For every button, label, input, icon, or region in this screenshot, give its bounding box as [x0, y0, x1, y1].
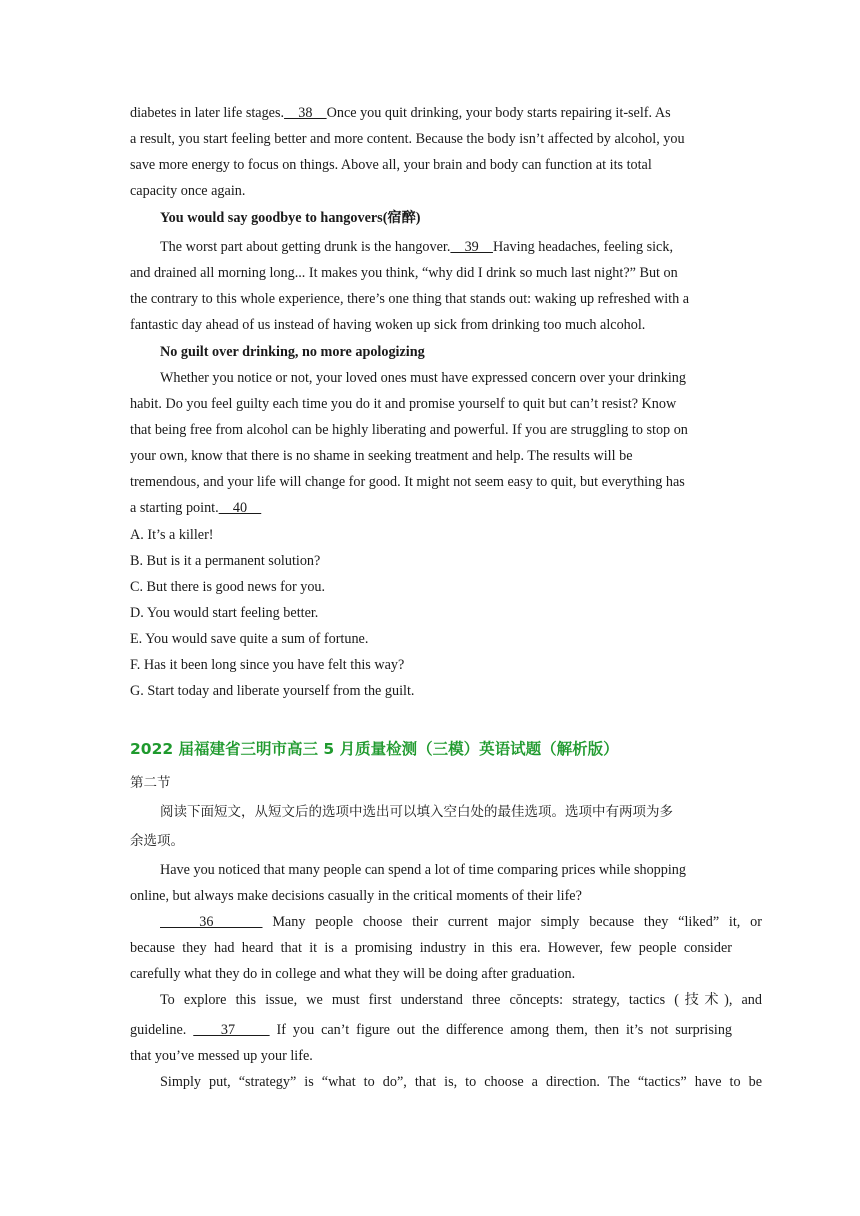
- instructions-line: 余选项。: [130, 833, 184, 849]
- paragraph-line: because they had heard that it is a promising industry in this era. However, few people consider: [130, 940, 732, 956]
- section-heading-hangovers: You would say goodbye to hangovers(宿醉): [160, 210, 421, 226]
- paragraph-line: and drained all morning long... It makes you think, “why did I drink so much last night?” But on: [130, 265, 678, 281]
- answer-blank-38[interactable]: 38: [284, 105, 327, 121]
- paragraph-line: guideline. 37 If you can’t figure out the difference among them, then it’s not surprising: [130, 1022, 733, 1038]
- option-d: D. You would start feeling better.: [130, 605, 319, 621]
- paragraph-line: online, but always make decisions casually in the critical moments of their life?: [130, 888, 582, 904]
- paragraph-line: diabetes in later life stages. 38 Once you quit drinking, your body starts repairing it-self. As: [130, 105, 671, 121]
- paragraph-line: carefully what they do in college and what they will be doing after graduation.: [130, 966, 576, 982]
- option-a: A. It’s a killer!: [130, 527, 214, 543]
- option-g: G. Start today and liberate yourself from the guilt.: [130, 683, 415, 699]
- option-e: E. You would save quite a sum of fortune.: [130, 631, 369, 647]
- answer-blank-37[interactable]: 37: [193, 1022, 270, 1038]
- paragraph-line: habit. Do you feel guilty each time you do it and promise yourself to quit but can’t resist? Know: [130, 396, 677, 412]
- paragraph-line: the contrary to this whole experience, there’s one thing that stands out: waking up refreshed with a: [130, 291, 690, 307]
- answer-blank-40[interactable]: 40: [218, 500, 262, 516]
- answer-blank-36[interactable]: 36: [160, 914, 263, 930]
- paragraph-line: Simply put, “strategy” is “what to do”, that is, to choose a direction. The “tactics” have to be: [160, 1074, 762, 1090]
- paragraph-line: Have you noticed that many people can spend a lot of time comparing prices while shopping: [160, 862, 686, 878]
- paragraph-line: save more energy to focus on things. Above all, your brain and body can function at its total: [130, 157, 652, 173]
- paragraph-line: a result, you start feeling better and more content. Because the body isn’t affected by alcohol, you: [130, 131, 685, 147]
- paragraph-line: that you’ve messed up your life.: [130, 1048, 313, 1064]
- instructions-line: 阅读下面短文，从短文后的选项中选出可以填入空白处的最佳选项。选项中有两项为多: [160, 804, 673, 820]
- section-heading-guilt: No guilt over drinking, no more apologizing: [160, 344, 425, 360]
- paragraph-line: a starting point. 40: [130, 500, 262, 516]
- paragraph-line: capacity once again.: [130, 183, 246, 199]
- answer-blank-39[interactable]: 39: [450, 239, 493, 255]
- paragraph-line: that being free from alcohol can be highly liberating and powerful. If you are struggling to stop on: [130, 422, 688, 438]
- paragraph-line: fantastic day ahead of us instead of having woken up sick from drinking too much alcohol.: [130, 317, 646, 333]
- option-b: B. But is it a permanent solution?: [130, 553, 321, 569]
- paragraph-line: The worst part about getting drunk is the hangover. 39 Having headaches, feeling sick,: [160, 239, 673, 255]
- option-c: C. But there is good news for you.: [130, 579, 326, 595]
- paragraph-line: To explore this issue, we must first understand three cŏncepts: strategy, tactics (技术), and: [160, 992, 762, 1008]
- option-f: F. Has it been long since you have felt this way?: [130, 657, 405, 673]
- paragraph-line: your own, know that there is no shame in seeking treatment and help. The results will be: [130, 448, 633, 464]
- paragraph-line: 36 Many people choose their current major simply because they “liked” it, or: [160, 914, 762, 930]
- section-label: 第二节: [130, 775, 171, 791]
- paragraph-line: tremendous, and your life will change for good. It might not seem easy to quit, but everything has: [130, 474, 685, 490]
- paragraph-line: Whether you notice or not, your loved ones must have expressed concern over your drinking: [160, 370, 686, 386]
- exam-title: 2022 届福建省三明市高三 5 月质量检测（三模）英语试题（解析版）: [130, 740, 619, 758]
